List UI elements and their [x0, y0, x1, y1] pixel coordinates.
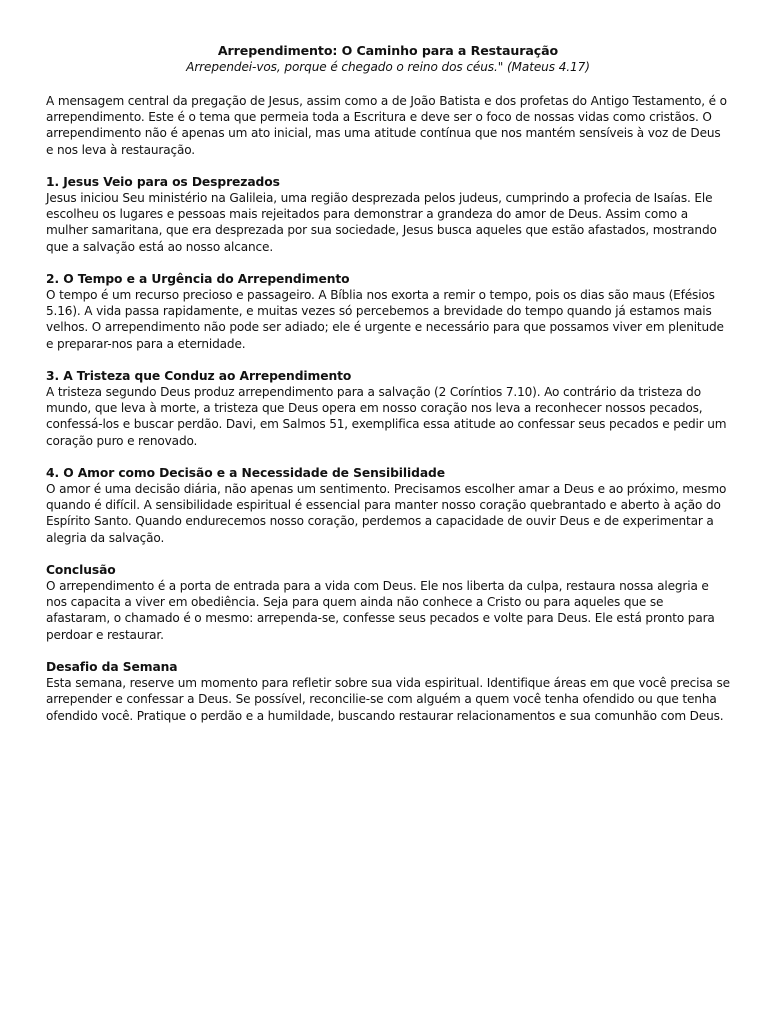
section-heading: 4. O Amor como Decisão e a Necessidade de Sensibilidade	[46, 465, 445, 480]
section-body: A tristeza segundo Deus produz arrependimento para a salvação (2 Coríntios 7.10). Ao contrário da tristeza do mundo, que leva à morte, a tristeza que Deus opera em nosso coração nos leva a reconhecer nossos pecados, confessá-los e buscar perdão. Davi, em Salmos 51, exemplifica essa atitude ao confessar seus pecados e pedir um coração puro e renovado.	[46, 385, 727, 448]
section-heading: 1. Jesus Veio para os Desprezados	[46, 174, 280, 189]
section-desafio-semana	[46, 659, 730, 724]
section-tempo-urgencia	[46, 271, 730, 352]
section-heading: 2. O Tempo e a Urgência do Arrependimento	[46, 271, 350, 286]
section-conclusao	[46, 562, 730, 643]
section-amor-decisao	[46, 465, 730, 546]
section-body: O arrependimento é a porta de entrada para a vida com Deus. Ele nos liberta da culpa, restaura nossa alegria e nos capacita a viver em obediência. Seja para quem ainda não conhece a Cristo ou para aqueles que se afastaram, o chamado é o mesmo: arrependa-se, confesse seus pecados e volte para Deus. Ele está pronto para perdoar e restaurar.	[46, 579, 715, 642]
section-heading: Desafio da Semana	[46, 659, 178, 674]
section-body: O tempo é um recurso precioso e passageiro. A Bíblia nos exorta a remir o tempo, pois os dias são maus (Efésios 5.16). A vida passa rapidamente, e muitas vezes só percebemos a brevidade do tempo quando já estamos mais velhos. O arrependimento não pode ser adiado; ele é urgente e necessário para que possamos viver em plenitude e preparar-nos para a eternidade.	[46, 288, 724, 351]
section-heading: Conclusão	[46, 562, 116, 577]
document-title: Arrependimento: O Caminho para a Restauração	[217, 43, 559, 58]
intro-paragraph: A mensagem central da pregação de Jesus, assim como a de João Batista e dos profetas do Antigo Testamento, é o arrependimento. Este é o tema que permeia toda a Escritura e deve ser o foco de nossas vidas como cristãos. O arrependimento não é apenas um ato inicial, mas uma atitude contínua que nos mantém sensíveis à voz de Deus e nos leva à restauração.	[46, 94, 727, 157]
document-epigraph: Arrependei-vos, porque é chegado o reino dos céus." (Mateus 4.17)	[186, 60, 590, 74]
section-jesus-desprezados	[46, 174, 730, 255]
section-body: Jesus iniciou Seu ministério na Galileia, uma região desprezada pelos judeus, cumprindo a profecia de Isaías. Ele escolheu os lugares e pessoas mais rejeitados para demonstrar a grandeza do amor de Deus. Assim como a mulher samaritana, que era desprezada por sua sociedade, Jesus busca aqueles que estão afastados, mostrando que a salvação está ao nosso alcance.	[46, 191, 717, 254]
section-tristeza	[46, 368, 730, 449]
document-page	[46, 43, 730, 740]
section-body: O amor é uma decisão diária, não apenas um sentimento. Precisamos escolher amar a Deus e ao próximo, mesmo quando é difícil. A sensibilidade espiritual é essencial para manter nosso coração quebrantado e aberto à ação do Espírito Santo. Quando endurecemos nosso coração, perdemos a capacidade de ouvir Deus e de experimentar a alegria da salvação.	[46, 482, 727, 545]
section-heading: 3. A Tristeza que Conduz ao Arrependimento	[46, 368, 352, 383]
section-body: Esta semana, reserve um momento para refletir sobre sua vida espiritual. Identifique áreas em que você precisa se arrepender e confessar a Deus. Se possível, reconcilie-se com alguém a quem você tenha ofendido ou que tenha ofendido você. Pratique o perdão e a humildade, buscando restaurar relacionamentos e sua comunhão com Deus.	[46, 676, 730, 723]
